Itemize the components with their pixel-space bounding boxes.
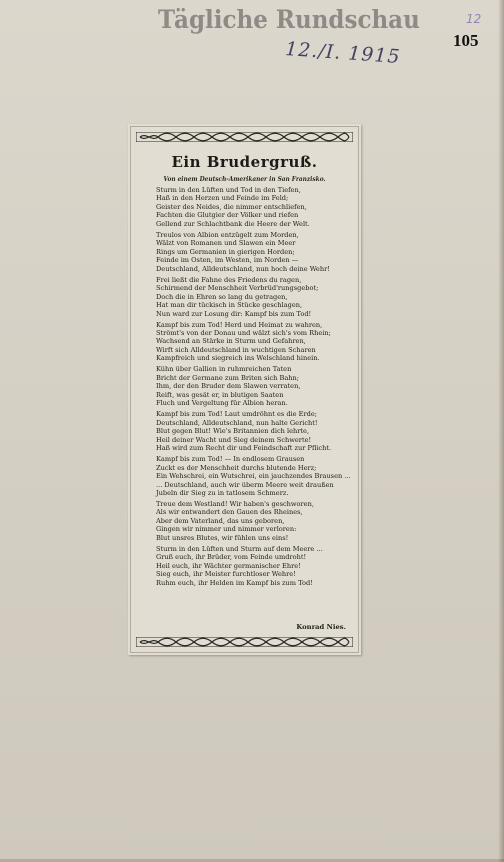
poem-line: Schirmend der Menschheit Verbrüd'rungsgebot;: [156, 284, 319, 293]
poem-stanza: [156, 321, 354, 363]
poem-author: Konrad Nies.: [296, 623, 346, 631]
poem-line: Haß in den Herzen und Feinde im Feld;: [156, 194, 289, 203]
poem-stanza: [156, 365, 354, 407]
poem-stanza: [156, 500, 354, 542]
poem-line: Kühn über Gallien in ruhmreichen Taten: [156, 365, 292, 374]
poem-line: Ihm, der den Bruder dem Slawen verraten,: [156, 382, 301, 391]
poem-line: Sieg euch, ihr Meister furchtloser Wehre!: [156, 570, 296, 579]
poem-line: Aber dem Vaterland, das uns geboren,: [156, 516, 285, 525]
poem-stanza: [156, 545, 354, 587]
newspaper-clipping: [128, 124, 361, 655]
poem-line: Strömt's von der Donau und wälzt sich's vom Rhein;: [156, 329, 331, 338]
poem-line: ... Deutschland, auch wir überm Meere weit draußen: [156, 480, 334, 489]
poem-line: Kampf bis zum Tod! — In endlosem Grausen: [156, 455, 305, 464]
poem-line: Blut unsres Blutes, wir fühlen uns eins!: [156, 533, 289, 542]
poem-line: Wälzt von Romanen und Slawen ein Meer: [156, 239, 296, 248]
poem-line: Fluch und Vergeltung für Albion heran.: [156, 399, 288, 408]
poem-line: Haß wird zum Recht dir und Feindschaft zur Pflicht.: [156, 444, 332, 453]
poem-line: Treue dem Westland! Wir haben's geschworen,: [156, 500, 314, 509]
poem-line: Zuckt es der Menschheit durchs blutende Herz;: [156, 463, 317, 472]
poem-stanza: [156, 455, 354, 497]
poem-line: Gingen wir nimmer und nimmer verloren:: [156, 525, 297, 534]
poem-line: Deutschland, Alldeutschland, nun hoch deine Wehr!: [156, 264, 330, 273]
poem-line: Rings um Germanien in gierigen Horden;: [156, 247, 295, 256]
poem-line: Deutschland, Alldeutschland, nun halte Gericht!: [156, 418, 318, 427]
poem-line: Fachten die Glutgier der Völker und riefen: [156, 211, 299, 220]
poem-line: Frei ließt die Fahne des Friedens du ragen,: [156, 275, 302, 284]
poem-line: Heil deiner Wacht und Sieg deinem Schwerte!: [156, 435, 312, 444]
poem-line: Ein Wehschrei, ein Wutschrei, ein jauchzendes Brausen ...: [156, 472, 351, 481]
archive-mark: 12: [466, 12, 482, 26]
poem-stanza: [156, 186, 354, 228]
poem-line: Sturm in den Lüften und Tod in den Tiefen,: [156, 186, 301, 194]
poem-line: Sturm in den Lüften und Sturm auf dem Meere ...: [156, 544, 323, 553]
poem-stanza: [156, 410, 354, 452]
poem-line: Doch die in Ehren so lang du getragen,: [156, 292, 288, 301]
page-number: 105: [453, 31, 479, 50]
poem-line: Als wir entwandert den Gauen des Rheines,: [156, 508, 303, 517]
poem-line: Wirft sich Alldeutschland in wuchtigen Scharen: [156, 345, 316, 354]
poem-line: Kampf bis zum Tod! Herd und Heimat zu wahren,: [156, 320, 323, 329]
poem-line: Hat man dir tückisch in Stücke geschlagen,: [156, 301, 303, 310]
page-edge-shadow: [498, 0, 504, 862]
poem-stanza: [156, 276, 354, 318]
poem-stanza: [156, 231, 354, 273]
poem-line: Reift, was gesät er, in blutigen Saaten: [156, 390, 284, 399]
bottom-ornament-rule: [136, 637, 353, 647]
poem-subtitle: Von einem Deutsch-Amerikaner in San Franzisko.: [163, 176, 326, 183]
poem-line: Gruß euch, ihr Brüder, vom Feinde umdroht!: [156, 553, 307, 562]
poem-line: Treulos von Albion entzügelt zum Morden,: [156, 230, 299, 239]
poem-line: Ruhm euch, ihr Helden im Kampf bis zum Tod!: [156, 578, 313, 587]
poem-line: Heil euch, ihr Wächter germanischer Ehre!: [156, 561, 301, 570]
top-ornament-rule: [136, 132, 353, 142]
poem-line: Geister des Neides, die nimmer entschliefen,: [156, 202, 307, 211]
poem-line: Wachsend an Stärke in Sturm und Gefahren,: [156, 337, 306, 346]
poem-line: Kampf bis zum Tod! Laut umdröhnt es die Erde;: [156, 410, 317, 419]
poem-body: [156, 186, 354, 587]
poem-line: Jubeln dir Sieg zu in tatlosem Schmerz.: [156, 488, 289, 497]
poem-line: Bricht der Germane zum Briten sich Bahn;: [156, 373, 300, 382]
poem-line: Feinde im Osten, im Westen, im Norden —: [156, 256, 299, 265]
poem-line: Kampfreich und siegreich ins Welschland hinein.: [156, 354, 320, 363]
poem-line: Blut gegen Blut! Wie's Britannien dich lehrte,: [156, 427, 310, 436]
poem-line: Nun ward zur Losung dir: Kampf bis zum Tod!: [156, 309, 312, 318]
newspaper-masthead-stamp: Tägliche Rundschau: [158, 5, 420, 34]
handwritten-date: 12./I. 1915: [284, 38, 402, 69]
poem-title: Ein Brudergruß.: [171, 153, 318, 171]
poem-line: Gellend zur Schlachtbank die Heere der Welt.: [156, 219, 310, 228]
